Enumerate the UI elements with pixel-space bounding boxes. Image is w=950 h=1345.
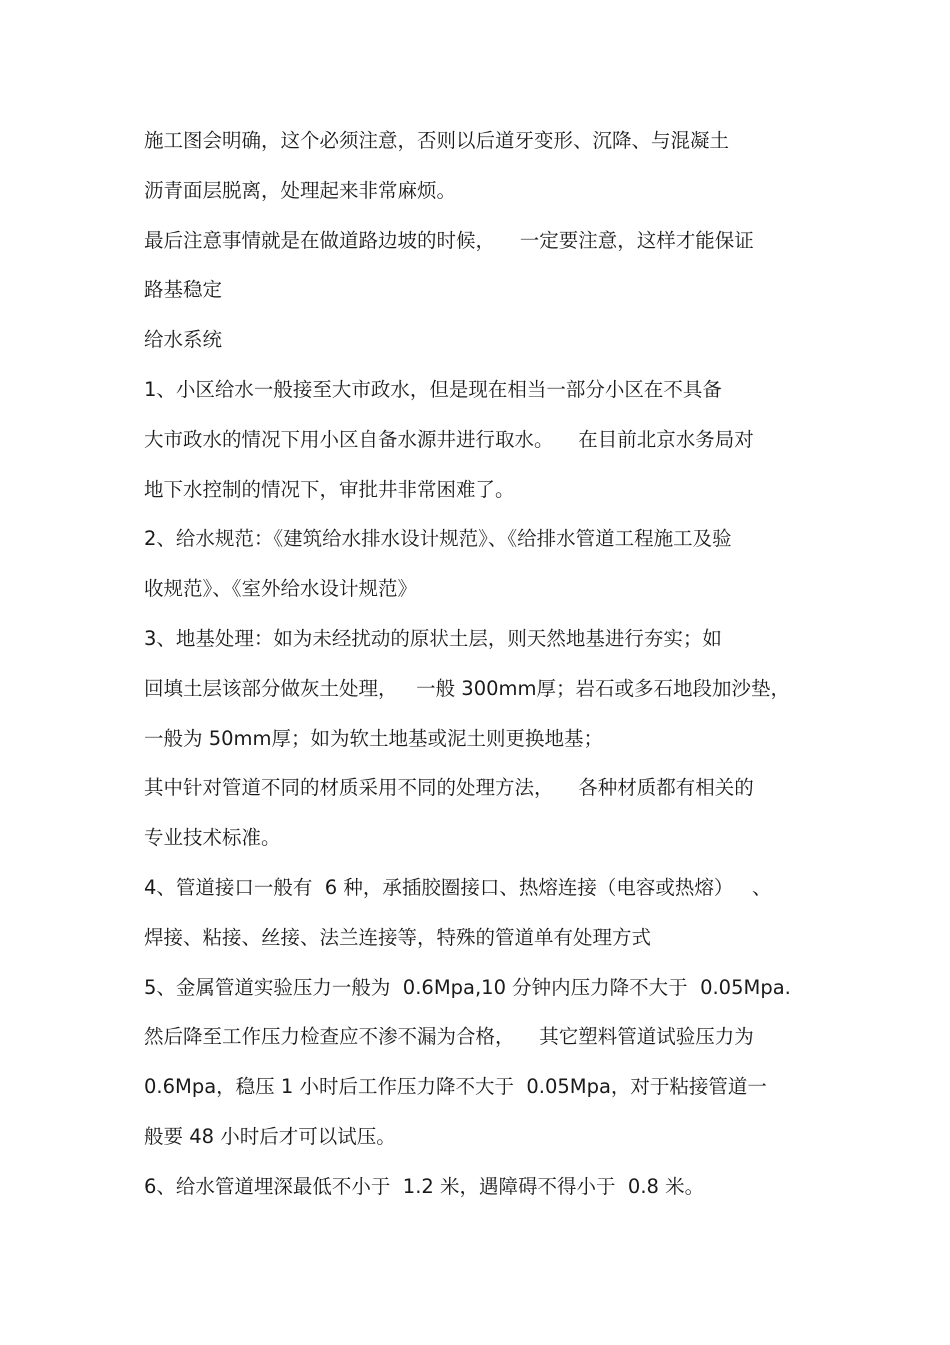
text-line: 6、给水管道埋深最低不小于 1.2 米，遇障碍不得小于 0.8 米。 xyxy=(144,1174,705,1198)
text-line: 焊接、粘接、丝接、法兰连接等，特殊的管道单有处理方式 xyxy=(144,925,652,949)
text-line: 其中针对管道不同的材质采用不同的处理方法， 各种材质都有相关的 xyxy=(144,776,754,800)
text-line: 4、管道接口一般有 6 种，承插胶圈接口、热熔连接（电容或热熔） 、 xyxy=(144,875,772,899)
body-text xyxy=(144,124,834,1220)
text-line: 沥青面层脱离，处理起来非常麻烦。 xyxy=(144,178,457,202)
text-line: 路基稳定 xyxy=(144,278,223,302)
text-line: 回填土层该部分做灰土处理， 一般 300mm厚；岩石或多石地段加沙垫， xyxy=(144,676,791,700)
section-heading: 给水系统 xyxy=(144,328,223,352)
text-line: 专业技术标准。 xyxy=(144,826,281,850)
text-line: 一般为 50mm厚；如为软土地基或泥土则更换地基； xyxy=(144,726,604,750)
text-line: 施工图会明确，这个必须注意，否则以后道牙变形、沉降、与混凝土 xyxy=(144,129,730,152)
text-line: 般要 48 小时后才可以试压。 xyxy=(144,1124,396,1148)
text-line: 地下水控制的情况下，审批井非常困难了。 xyxy=(144,477,515,501)
text-line: 5、金属管道实验压力一般为 0.6Mpa,10 分钟内压力降不大于 0.05Mpa. xyxy=(144,975,791,999)
text-line: 收规范》、《室外给水设计规范》 xyxy=(144,577,418,601)
text-line: 大市政水的情况下用小区自备水源井进行取水。 在目前北京水务局对 xyxy=(144,427,754,451)
text-line: 0.6Mpa，稳压 1 小时后工作压力降不大于 0.05Mpa，对于粘接管道一 xyxy=(144,1075,767,1099)
text-line: 然后降至工作压力检查应不渗不漏为合格， 其它塑料管道试验压力为 xyxy=(144,1025,754,1049)
text-line: 1、小区给水一般接至大市政水，但是现在相当一部分小区在不具备 xyxy=(144,377,722,401)
text-line: 2、给水规范：《建筑给水排水设计规范》、《给排水管道工程施工及验 xyxy=(144,527,732,551)
text-line: 最后注意事情就是在做道路边坡的时候， 一定要注意，这样才能保证 xyxy=(144,228,754,252)
text-line: 3、地基处理：如为未经扰动的原状土层，则天然地基进行夯实；如 xyxy=(144,626,722,650)
